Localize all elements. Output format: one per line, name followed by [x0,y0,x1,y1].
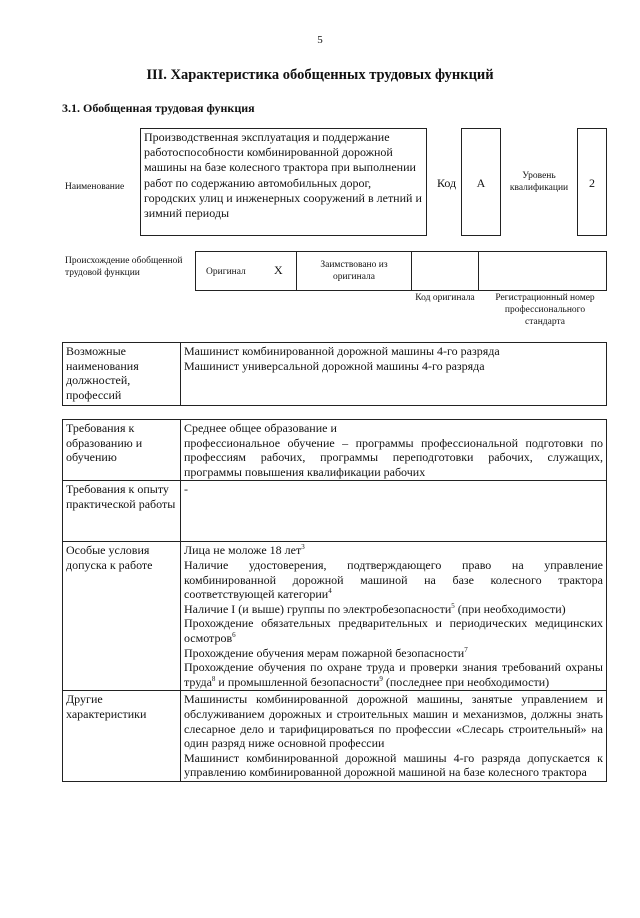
experience-value: - [181,481,607,542]
subsection-title: 3.1. Обобщенная трудовая функция [62,101,255,115]
section-title: III. Характеристика обобщенных трудовых функций [146,67,494,83]
special-item: Наличие I (и выше) группы по электробезопасности$^5$ (при необходимости) [184,601,566,616]
origin-label: Происхождение обобщенной трудовой функции [65,256,183,278]
name-label: Наименование [65,182,125,192]
requirements-table [62,419,607,782]
code-label: Код [437,176,457,190]
origin-table [195,251,607,291]
borrowed-label: Заимствовано из оригинала [320,260,388,282]
experience-label: Требования к опыту практической работы [63,481,181,542]
education-values [181,420,607,481]
reg-number-label: Регистрационный номер профессионального стандарта [495,293,595,327]
original-label: Оригинал [206,267,246,277]
position-item: Машинист комбинированной дорожной машины 4-го разряда [184,344,500,358]
original-mark: X [274,263,283,277]
education-label: Требования к образованию и обучению [63,420,181,481]
positions-row [63,343,607,406]
special-item: Прохождение обучения мерам пожарной безопасности$^7$ [184,645,468,660]
other-paragraph: Машинист комбинированной дорожной машины 4-го разряда допускается к управлению комбинированной дорожной машиной на базе колесного трактора [184,750,603,780]
level-label: Уровень квалификации [509,171,569,193]
function-name-box [140,128,427,236]
experience-row [63,481,607,542]
positions-values [181,343,607,406]
origin-divider-2 [411,252,412,290]
positions-label: Возможные наименования должностей, профессий [63,343,181,406]
education-line: профессиональное обучение – программы профессиональной подготовки по профессиям рабочих, программы переподготовки рабочих, служащих, программы повышения квалификации рабочих [184,435,603,479]
origin-divider-3 [478,252,479,290]
code-box [461,128,501,236]
level-box [577,128,607,236]
other-row [63,691,607,782]
special-label: Особые условия допуска к работе [63,542,181,691]
other-values [181,691,607,782]
special-item: Прохождение обязательных предварительных и периодических медицинских осмотров$^6$ [184,616,603,645]
code-original-label: Код оригинала [415,293,475,303]
special-row [63,542,607,691]
page-number: 5 [317,34,323,46]
level-value: 2 [589,176,595,190]
code-value: А [476,176,486,190]
special-item: Лица не моложе 18 лет$^3$ [184,543,305,558]
position-item: Машинист универсальной дорожной машины 4-го разряда [184,358,485,373]
education-line: Среднее общее образование и [184,421,337,435]
origin-divider-1 [296,252,297,290]
special-item: Наличие удостоверения, подтверждающего право на управление комбинированной дорожной машиной на базе колесного трактора соответствующей категории$^4$ [184,557,603,602]
special-values [181,542,607,691]
other-label: Другие характеристики [63,691,181,782]
other-paragraph: Машинисты комбинированной дорожной машины, занятые управлением и обслуживанием дорожных и строительных машин и механизмов, должны знать слесарное дело и тарифицироваться по профессии «Слесарь строительный» на один разряд ниже основной профессии [184,692,603,751]
special-item: Прохождение обучения по охране труда и проверки знания требований охраны труда$^8$ и промышленной безопасности$^9$ (последнее при необходимости) [184,660,603,689]
function-name-value: Производственная эксплуатация и поддержание работоспособности комбинированной дорожной машины на базе колесного трактора при выполнении работ по содержанию автомобильных дорог, городских улиц и инженерных сооружений в летний и зимний периоды [144,130,422,221]
positions-table [62,342,607,406]
education-row [63,420,607,481]
